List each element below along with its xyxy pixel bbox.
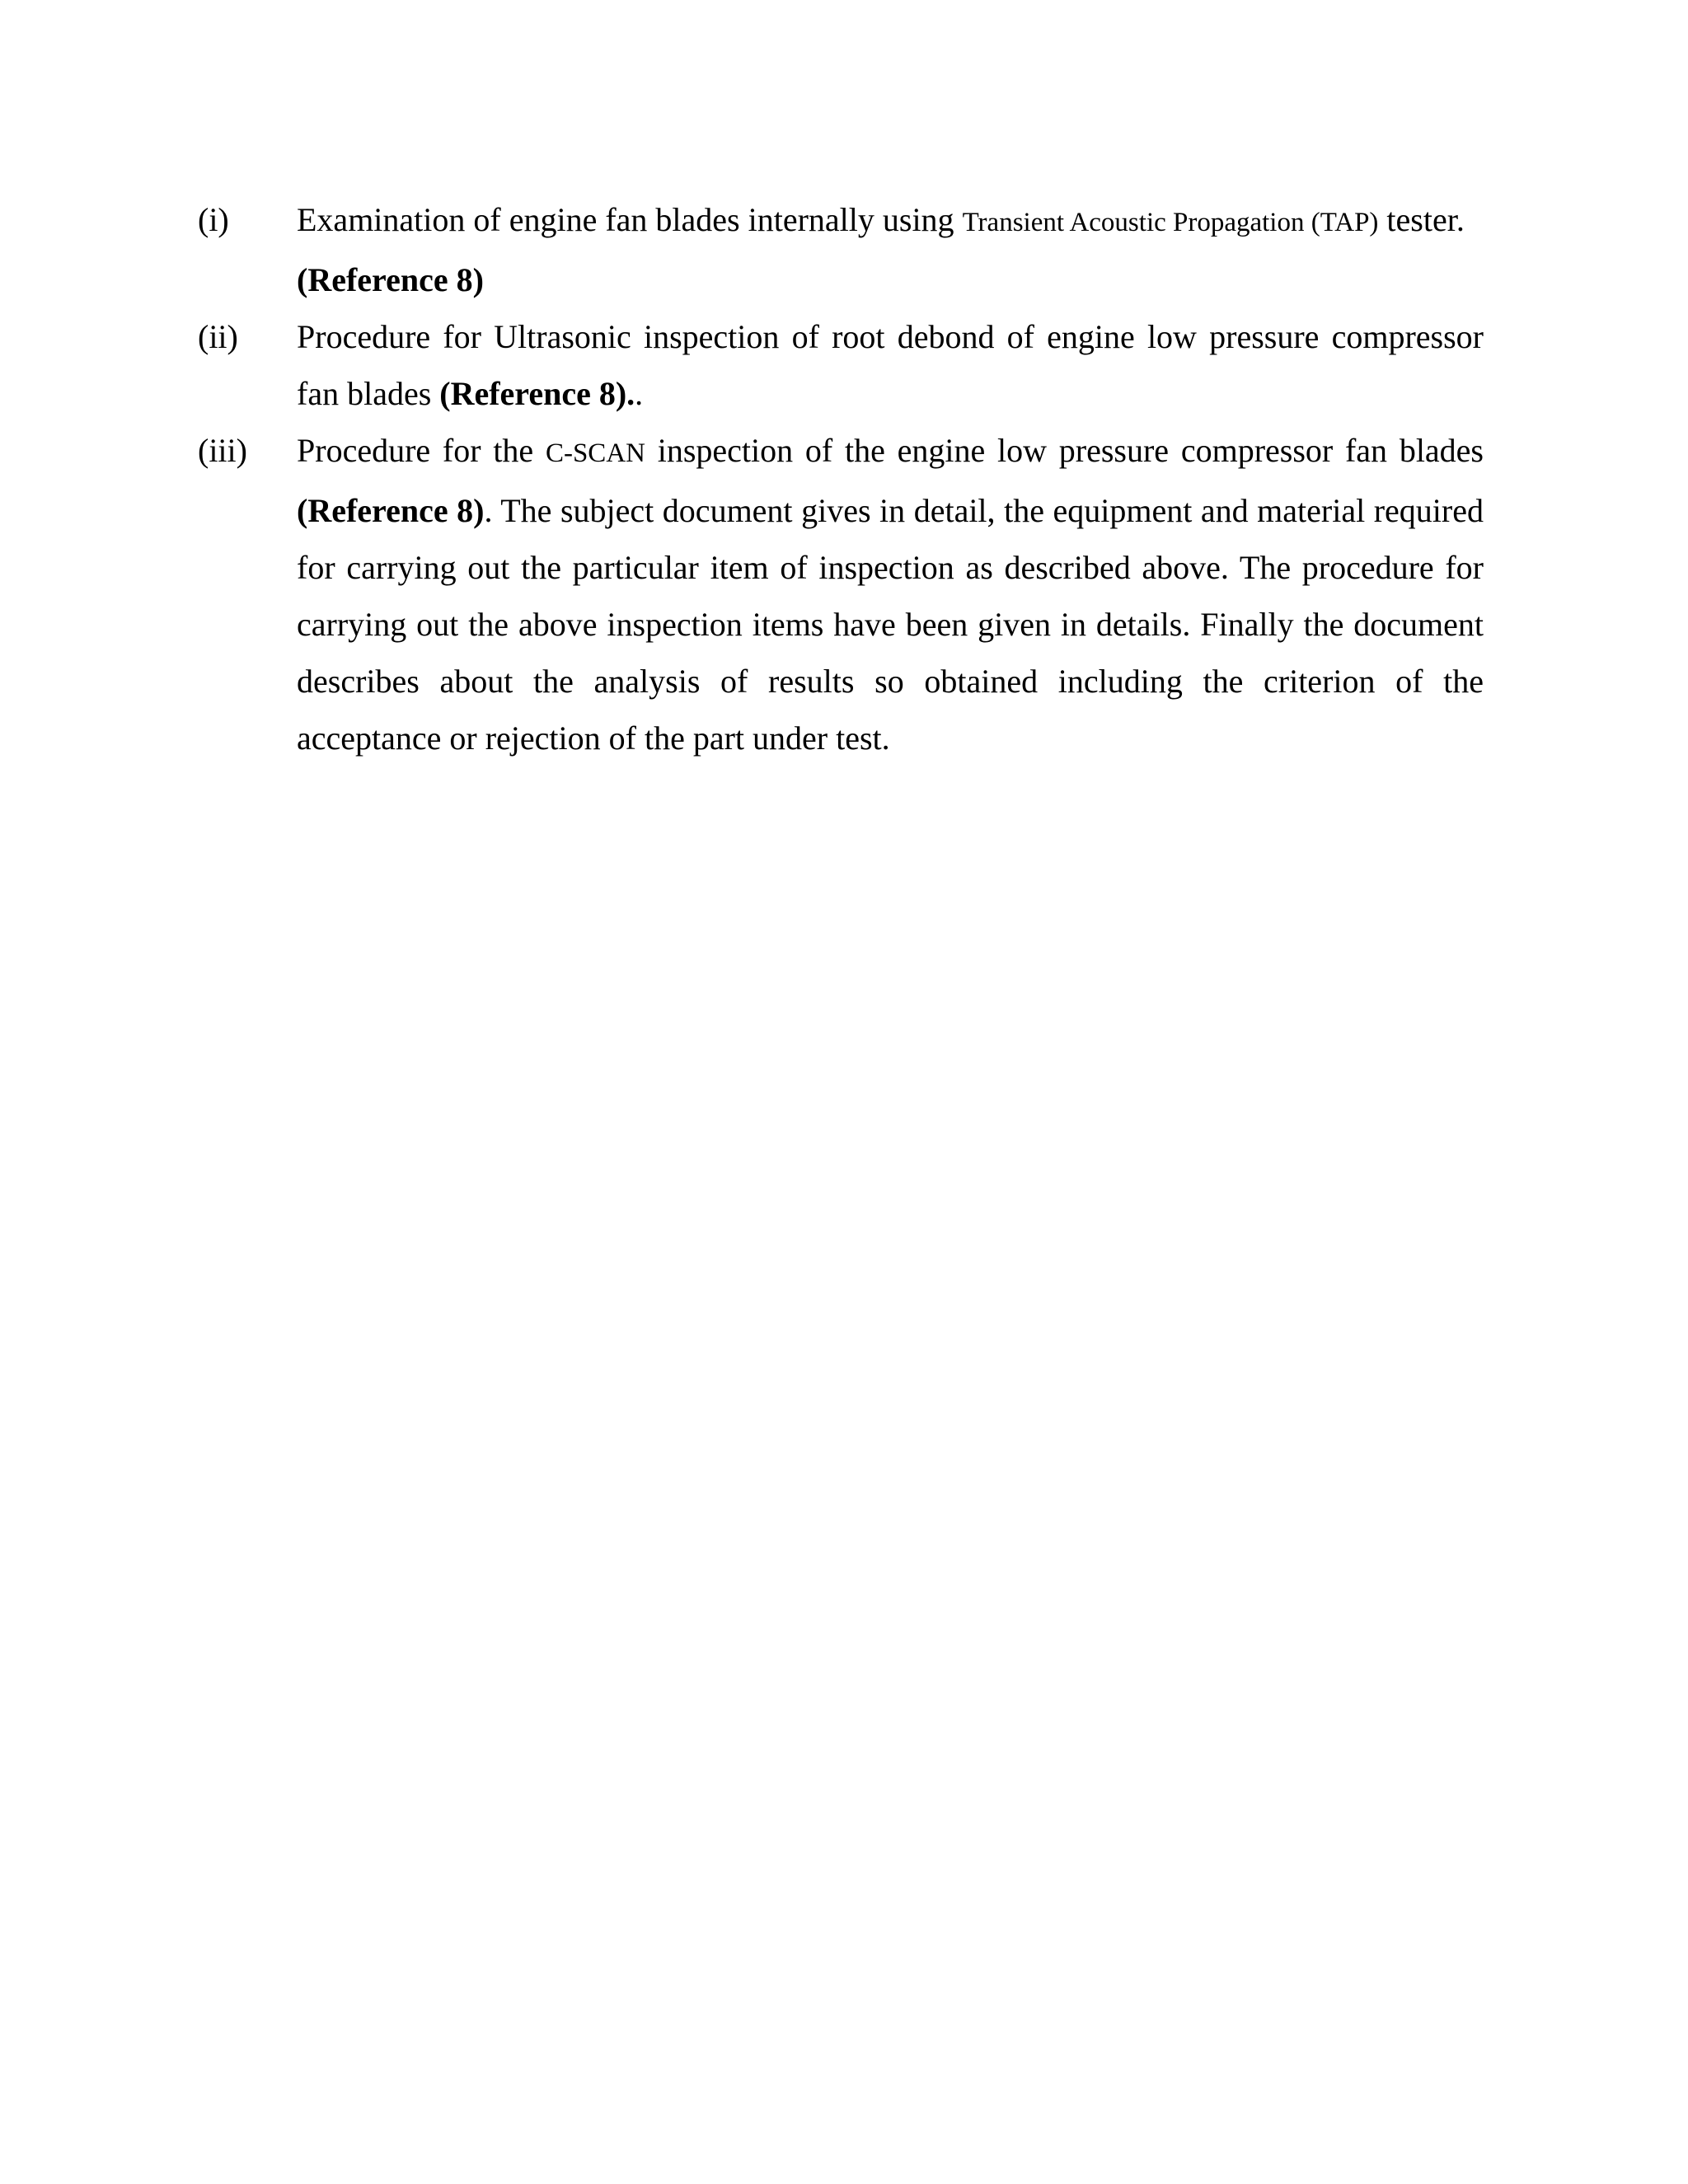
item-text-segment: Procedure for the [297,432,546,469]
item-text-segment: Procedure for Ultrasonic inspection of root debond of engine low pressure compressor fan blades [297,318,1484,412]
list-item-i [198,191,1484,308]
reference-citation: (Reference 8). [439,375,635,412]
reference-citation: (Reference 8) [297,492,485,529]
list-marker: (iii) [198,432,247,469]
item-text-segment: . [635,375,644,412]
list-item-text [297,191,1484,308]
list-item-text [297,308,1484,422]
reference-citation: (Reference 8) [297,261,484,298]
item-text-segment: Examination of engine fan blades internally using [297,201,963,238]
list-marker: (i) [198,201,229,238]
inspection-procedure-list [198,191,1484,766]
c-scan-term: C-SCAN [545,438,645,468]
list-item-text [297,422,1484,766]
tap-tester-name: Transient Acoustic Propagation (TAP) [962,208,1379,237]
list-marker: (ii) [198,318,238,355]
item-text-segment: tester. [1378,201,1465,238]
item-text-segment: . The subject document gives in detail, the equipment and material required for carrying out the particular item of inspection as described above. The procedure for carrying out the above inspection items have been given in details. Finally the document describes about the analysis of results so obtained including the criterion of the acceptance or rejection of the part under test. [297,492,1484,757]
list-item-iii [198,422,1484,766]
list-item-ii [198,308,1484,422]
item-text-segment: inspection of the engine low pressure compressor fan blades [645,432,1484,469]
